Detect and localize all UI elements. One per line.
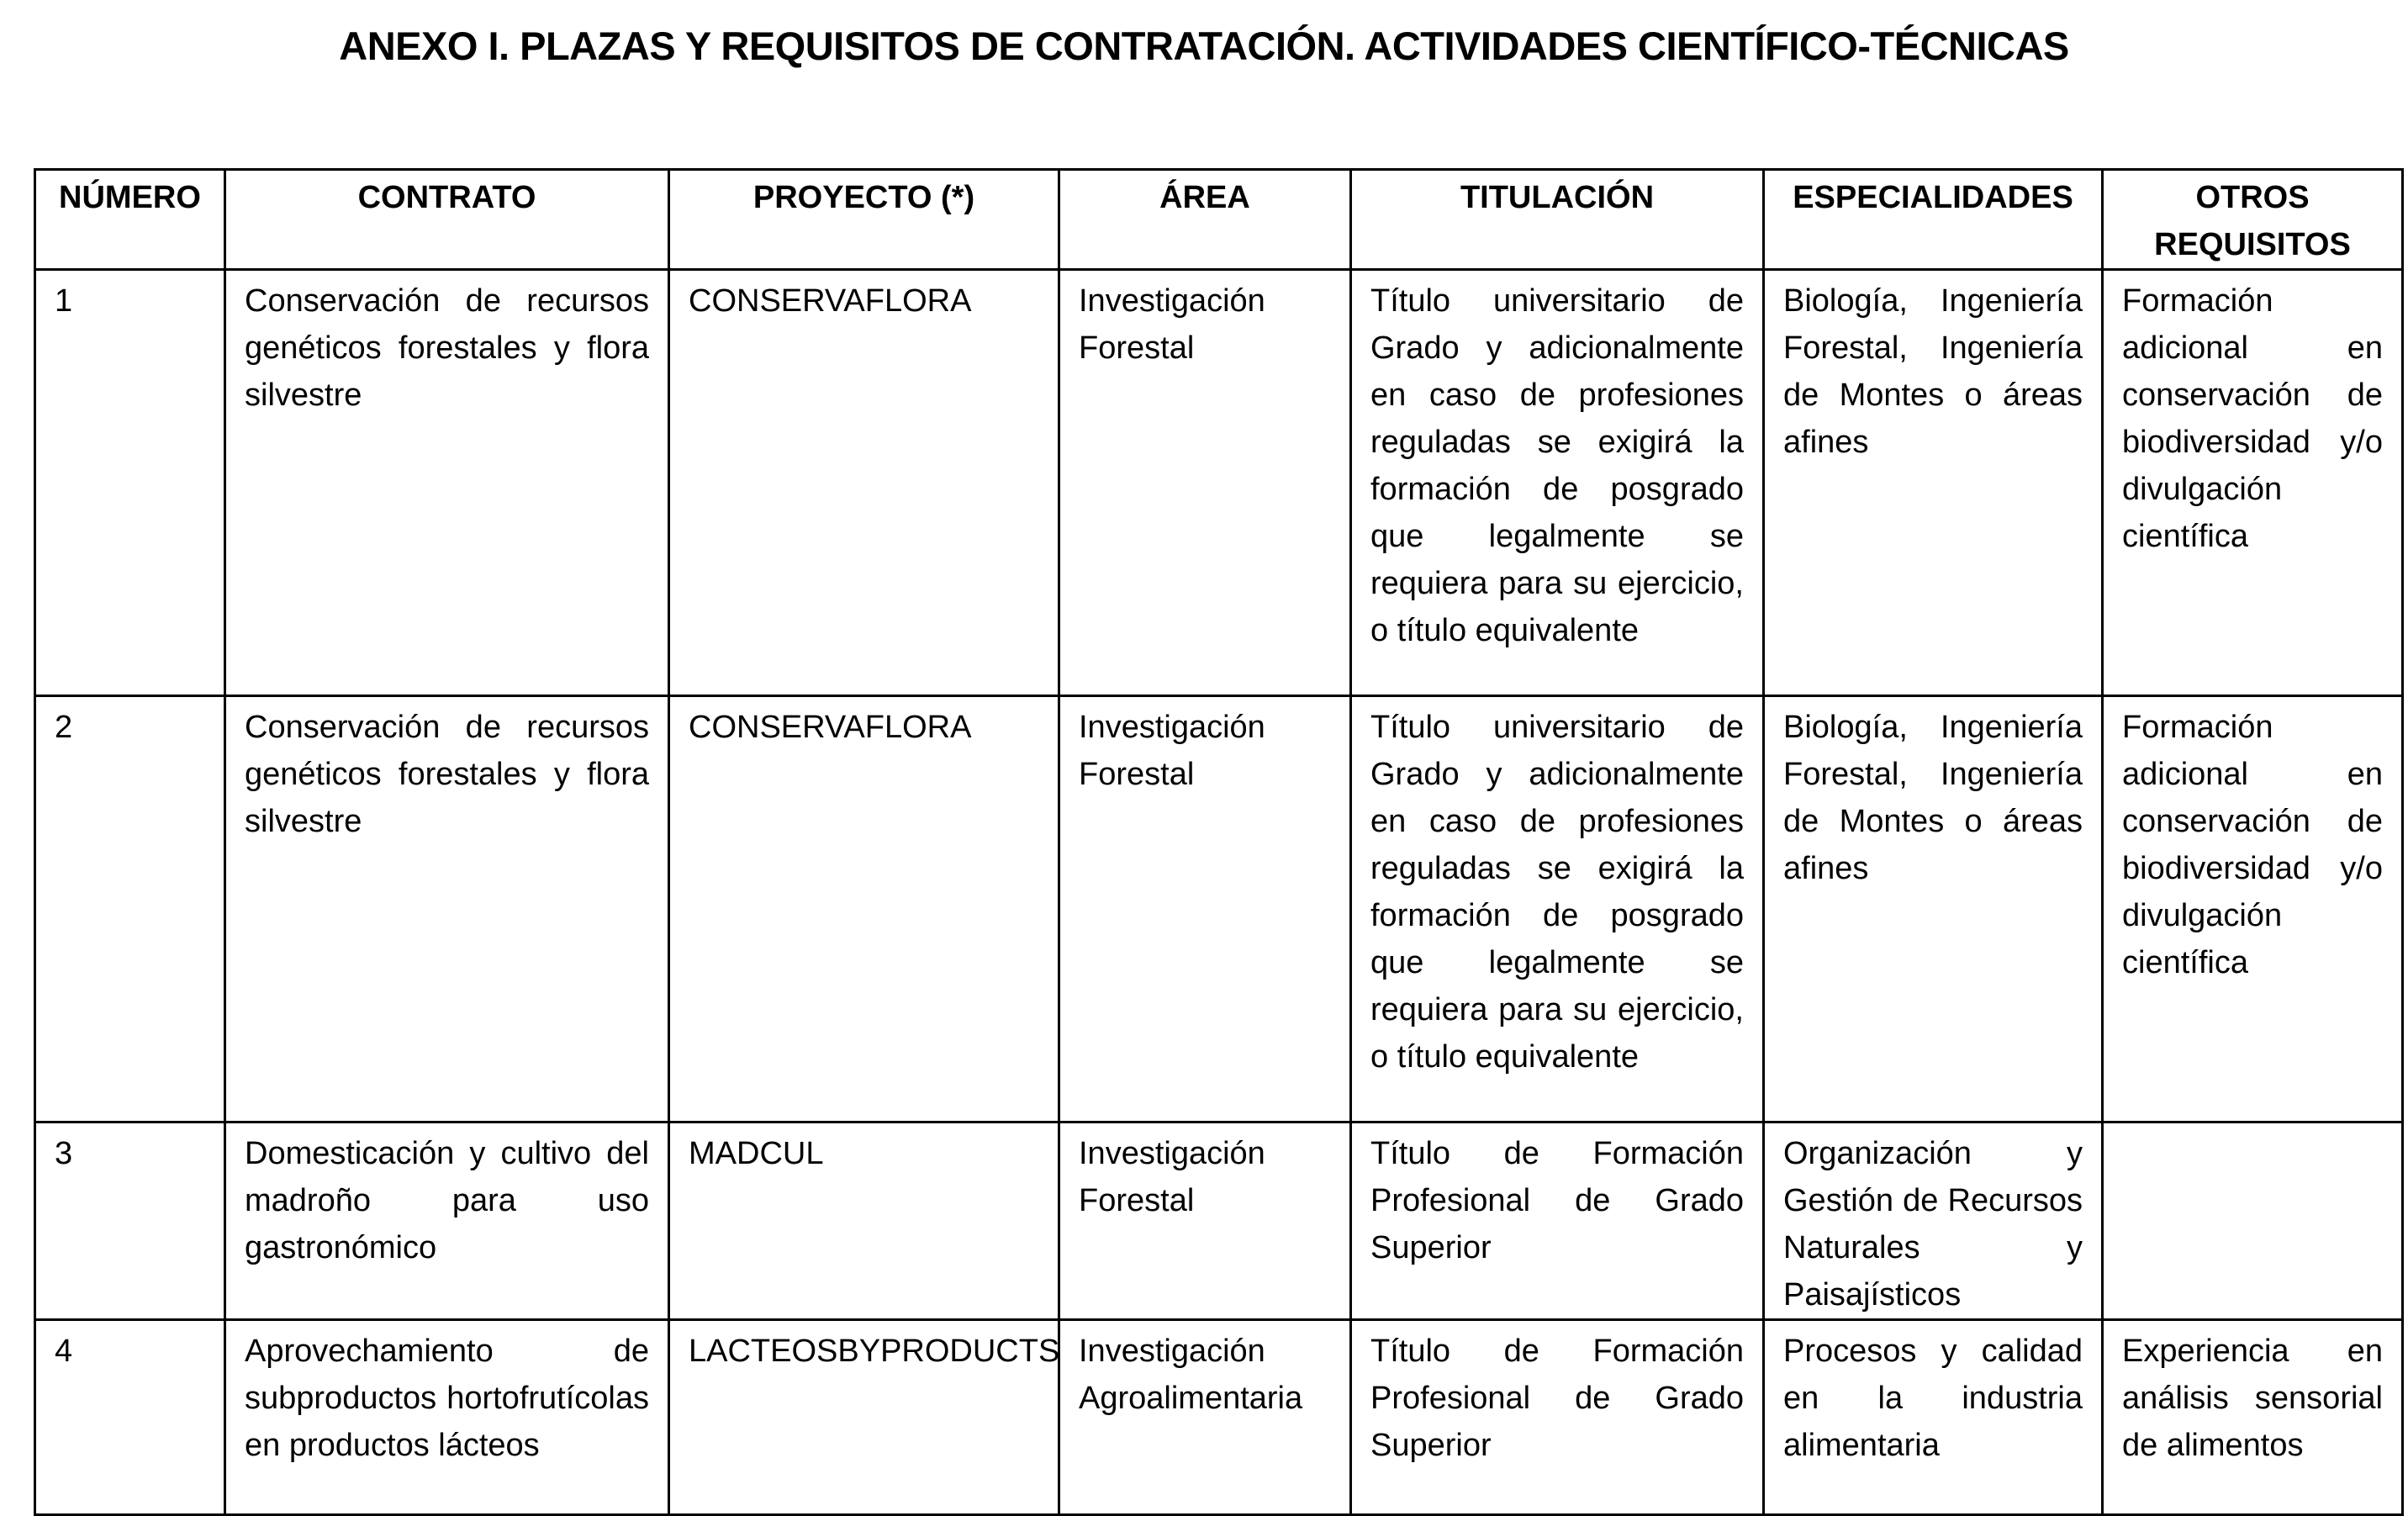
cell-contrato: Conservación de recursos genéticos forestales y flora silvestre (225, 270, 669, 696)
cell-area: Investigación Forestal (1059, 696, 1351, 1122)
header-especialidades: ESPECIALIDADES (1764, 170, 2103, 270)
cell-numero: 4 (35, 1320, 225, 1515)
cell-area: Investigación Forestal (1059, 270, 1351, 696)
cell-contrato: Aprovechamiento de subproductos hortofrutícolas en productos lácteos (225, 1320, 669, 1515)
cell-especialidades: Biología, Ingeniería Forestal, Ingeniería de Montes o áreas afines (1764, 270, 2103, 696)
table-row (35, 270, 2403, 696)
cell-contrato: Conservación de recursos genéticos forestales y flora silvestre (225, 696, 669, 1122)
table-row (35, 1122, 2403, 1320)
table-row (35, 696, 2403, 1122)
document-title: ANEXO I. PLAZAS Y REQUISITOS DE CONTRATACIÓN. ACTIVIDADES CIENTÍFICO-TÉCNICAS (339, 24, 2069, 68)
cell-especialidades: Biología, Ingeniería Forestal, Ingeniería de Montes o áreas afines (1764, 696, 2103, 1122)
header-proyecto: PROYECTO (*) (669, 170, 1059, 270)
header-contrato: CONTRATO (225, 170, 669, 270)
cell-contrato: Domesticación y cultivo del madroño para uso gastronómico (225, 1122, 669, 1320)
cell-proyecto: CONSERVAFLORA (669, 270, 1059, 696)
header-numero: NÚMERO (35, 170, 225, 270)
cell-numero: 1 (35, 270, 225, 696)
cell-otros-requisitos: Formación adicional en conservación de biodiversidad y/o divulgación científica (2103, 270, 2403, 696)
cell-especialidades: Procesos y calidad en la industria alimentaria (1764, 1320, 2103, 1515)
table-header-row (35, 170, 2403, 270)
cell-otros-requisitos (2103, 1122, 2403, 1320)
cell-especialidades: Organización y Gestión de Recursos Naturales y Paisajísticos (1764, 1122, 2103, 1320)
cell-titulacion: Título de Formación Profesional de Grado Superior (1351, 1122, 1764, 1320)
cell-area: Investigación Agroalimentaria (1059, 1320, 1351, 1515)
cell-numero: 2 (35, 696, 225, 1122)
cell-proyecto: MADCUL (669, 1122, 1059, 1320)
table-row (35, 1320, 2403, 1515)
cell-titulacion: Título universitario de Grado y adicionalmente en caso de profesiones reguladas se exigirá la formación de posgrado que legalmente se requiera para su ejercicio, o título equivalente (1351, 270, 1764, 696)
header-otros-requisitos: OTROS REQUISITOS (2103, 170, 2403, 270)
requirements-table (34, 168, 2404, 1516)
header-titulacion: TITULACIÓN (1351, 170, 1764, 270)
cell-numero: 3 (35, 1122, 225, 1320)
cell-otros-requisitos: Experiencia en análisis sensorial de alimentos (2103, 1320, 2403, 1515)
cell-titulacion: Título universitario de Grado y adicionalmente en caso de profesiones reguladas se exigirá la formación de posgrado que legalmente se requiera para su ejercicio, o título equivalente (1351, 696, 1764, 1122)
cell-otros-requisitos: Formación adicional en conservación de biodiversidad y/o divulgación científica (2103, 696, 2403, 1122)
cell-area: Investigación Forestal (1059, 1122, 1351, 1320)
cell-proyecto: CONSERVAFLORA (669, 696, 1059, 1122)
cell-proyecto: LACTEOSBYPRODUCTS (669, 1320, 1059, 1515)
header-area: ÁREA (1059, 170, 1351, 270)
cell-titulacion: Título de Formación Profesional de Grado Superior (1351, 1320, 1764, 1515)
